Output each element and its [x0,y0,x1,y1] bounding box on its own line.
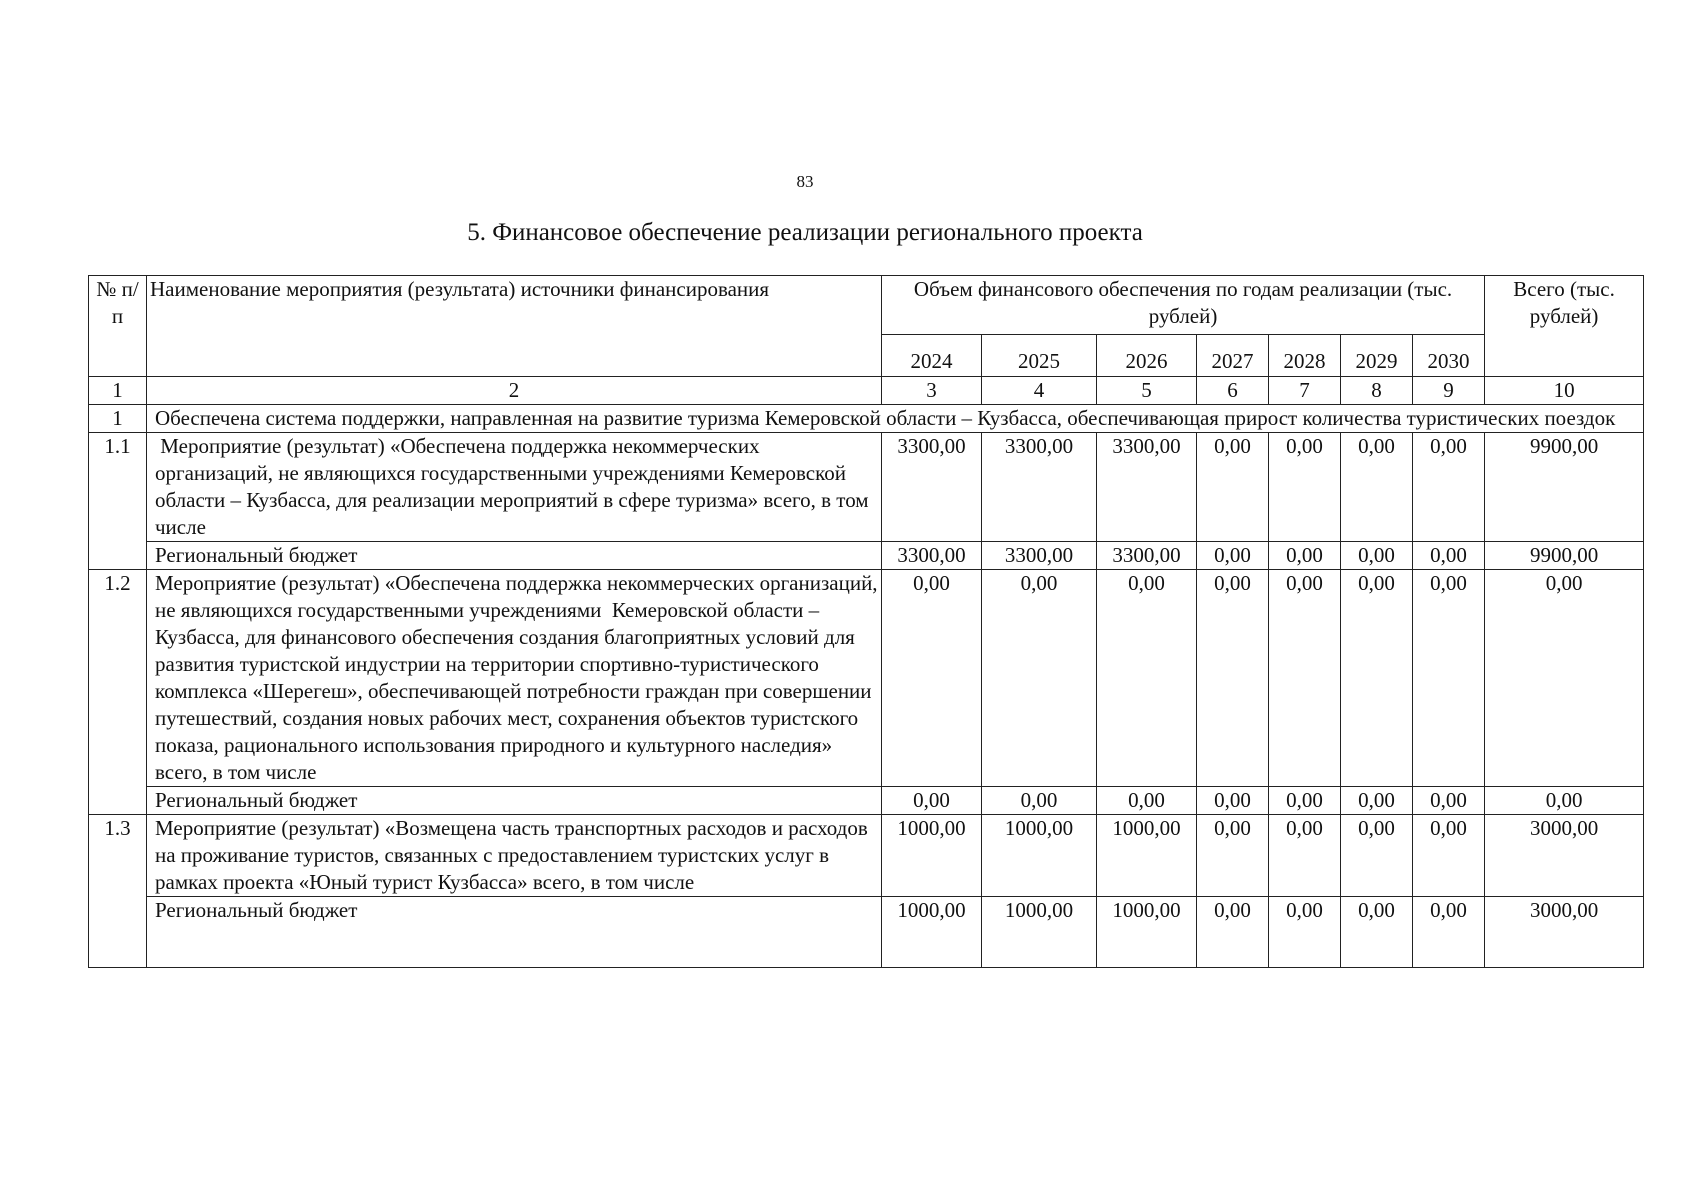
value-cell: 0,00 [1197,433,1269,542]
value-cell: 0,00 [1197,542,1269,570]
value-cell: 0,00 [1269,542,1341,570]
value-cell: 1000,00 [1097,897,1197,968]
row-name: Мероприятие (результат) «Обеспечена поддержка некоммерческих организаций, не являющихся государственными учреждениями Кемеровской области – Кузбасса, для финансового обеспечения создания благоприятных условий для развития туристской индустрии на территории спортивно-туристического комплекса «Шерегеш», обеспечивающей потребности граждан при совершении путешествий, создания новых рабочих мест, сохранения объектов туристского показа, рационального использования природного и культурного наследия» всего, в том числе [147,570,882,787]
value-cell: 0,00 [1197,815,1269,897]
value-cell: 1000,00 [982,897,1097,968]
header-year: 2027 [1197,335,1269,377]
page-number: 83 [796,172,814,191]
table-row [89,570,1644,787]
table-row [89,433,1644,542]
section-row [89,405,1644,433]
table-row [89,815,1644,897]
value-cell: 0,00 [1197,570,1269,787]
column-numbers-row [89,377,1644,405]
value-cell: 0,00 [1269,570,1341,787]
source-name: Региональный бюджет [147,897,882,968]
header-row [89,276,1644,335]
value-cell: 3300,00 [882,433,982,542]
value-cell: 0,00 [1269,815,1341,897]
source-row [89,542,1644,570]
value-cell: 0,00 [1269,897,1341,968]
value-cell: 0,00 [882,570,982,787]
source-row [89,897,1644,968]
value-cell: 1000,00 [882,897,982,968]
value-cell: 3300,00 [1097,433,1197,542]
header-year: 2030 [1413,335,1485,377]
section-title: 5. Финансовое обеспечение реализации регионального проекта [467,219,1143,246]
row-no: 1.3 [89,815,147,968]
total-cell: 0,00 [1485,787,1644,815]
total-cell: 9900,00 [1485,542,1644,570]
value-cell: 0,00 [1413,542,1485,570]
value-cell: 0,00 [1413,570,1485,787]
value-cell: 0,00 [1197,897,1269,968]
column-number: 10 [1485,377,1644,405]
column-number: 7 [1269,377,1341,405]
section-no: 1 [89,405,147,433]
column-number: 4 [982,377,1097,405]
value-cell: 3300,00 [882,542,982,570]
value-cell: 0,00 [1097,787,1197,815]
column-number: 3 [882,377,982,405]
value-cell: 1000,00 [1097,815,1197,897]
total-cell: 9900,00 [1485,433,1644,542]
column-number: 5 [1097,377,1197,405]
header-name: Наименование мероприятия (результата) источники финансирования [147,276,882,377]
value-cell: 1000,00 [982,815,1097,897]
value-cell: 0,00 [1341,542,1413,570]
financing-table [88,275,1644,968]
value-cell: 0,00 [1341,570,1413,787]
value-cell: 0,00 [1197,787,1269,815]
value-cell: 3300,00 [982,433,1097,542]
total-cell: 0,00 [1485,570,1644,787]
value-cell: 0,00 [1413,897,1485,968]
value-cell: 0,00 [882,787,982,815]
value-cell: 0,00 [1097,570,1197,787]
total-cell: 3000,00 [1485,897,1644,968]
header-year: 2026 [1097,335,1197,377]
column-number: 1 [89,377,147,405]
row-name: Мероприятие (результат) «Возмещена часть транспортных расходов и расходов на проживание туристов, связанных с предоставлением туристских услуг в рамках проекта «Юный турист Кузбасса» всего, в том числе [147,815,882,897]
value-cell: 1000,00 [882,815,982,897]
column-number: 6 [1197,377,1269,405]
header-year: 2029 [1341,335,1413,377]
source-name: Региональный бюджет [147,787,882,815]
value-cell: 0,00 [1341,815,1413,897]
row-no: 1.2 [89,570,147,815]
row-no: 1.1 [89,433,147,570]
section-text: Обеспечена система поддержки, направленная на развитие туризма Кемеровской области – Кузбасса, обеспечивающая прирост количества туристических поездок [147,405,1644,433]
header-year: 2025 [982,335,1097,377]
value-cell: 0,00 [1413,433,1485,542]
column-number: 2 [147,377,882,405]
value-cell: 0,00 [982,787,1097,815]
header-no: № п/п [89,276,147,377]
column-number: 8 [1341,377,1413,405]
value-cell: 0,00 [982,570,1097,787]
value-cell: 3300,00 [1097,542,1197,570]
row-name: Мероприятие (результат) «Обеспечена поддержка некоммерческих организаций, не являющихся государственными учреждениями Кемеровской области – Кузбасса, для реализации мероприятий в сфере туризма» всего, в том числе [147,433,882,542]
value-cell: 3300,00 [982,542,1097,570]
column-number: 9 [1413,377,1485,405]
header-year: 2028 [1269,335,1341,377]
value-cell: 0,00 [1341,433,1413,542]
value-cell: 0,00 [1413,787,1485,815]
source-row [89,787,1644,815]
value-cell: 0,00 [1341,897,1413,968]
header-year: 2024 [882,335,982,377]
value-cell: 0,00 [1269,433,1341,542]
value-cell: 0,00 [1413,815,1485,897]
value-cell: 0,00 [1269,787,1341,815]
total-cell: 3000,00 [1485,815,1644,897]
header-total: Всего (тыс. рублей) [1485,276,1644,377]
header-volume: Объем финансового обеспечения по годам реализации (тыс. рублей) [882,276,1485,335]
value-cell: 0,00 [1341,787,1413,815]
source-name: Региональный бюджет [147,542,882,570]
